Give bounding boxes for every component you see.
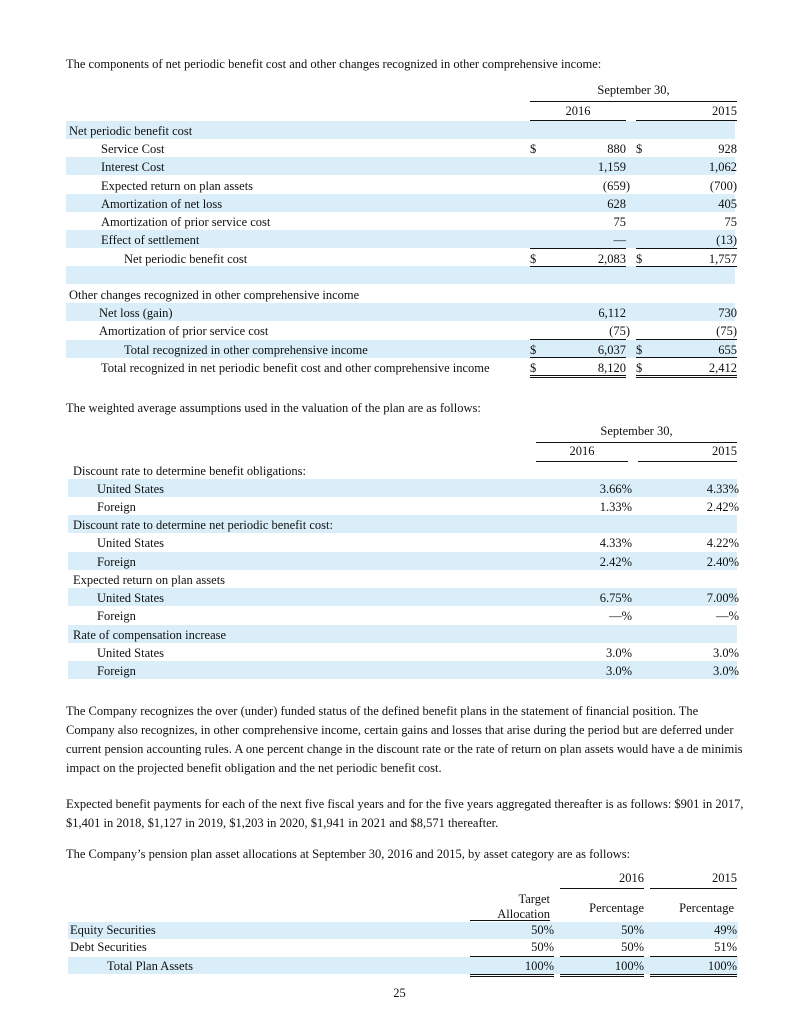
target-header-line2: Allocation (497, 907, 550, 921)
value-2016: (75) (609, 324, 630, 338)
value-2015: —% (716, 609, 739, 623)
group-title: Expected return on plan assets (73, 573, 226, 587)
value-2015: 405 (718, 197, 737, 211)
total-2015: 1,757 (708, 252, 737, 266)
row-label: Interest Cost (101, 160, 165, 174)
row-label: Foreign (97, 609, 136, 623)
funded-status-paragraph: The Company recognizes the over (under) funded status of the defined benefit plans in the statement of financial position. The Company also recognizes, in other comprehensive income, certain gains and losses that arise during the period but are deferred under current pension accounting rules. A one percent change in the discount rate or the rate of return on plan assets would have a de minimis impact on the projected benefit obligation and the net periodic benefit cost. (66, 704, 743, 775)
table1-col-2016: 2016 (565, 104, 591, 118)
value-2015: 1,062 (708, 160, 737, 174)
double-rule (560, 974, 644, 977)
table2-col-2015: 2015 (712, 444, 737, 458)
value-2015: 3.0% (712, 646, 739, 660)
value-2015: (13) (716, 233, 737, 247)
total-2016: 2,083 (597, 252, 626, 266)
subtotal-rule (530, 248, 626, 249)
value-2016: (659) (602, 179, 630, 193)
value-2016: 3.66% (599, 482, 632, 496)
value-2016: 75 (613, 215, 626, 229)
total-2016: 6,037 (597, 343, 626, 357)
section-title: Other changes recognized in other comprehensive income (69, 288, 360, 302)
header-rule (638, 461, 737, 462)
value-2015: 2.40% (706, 555, 739, 569)
row-band (68, 552, 737, 570)
row-band (68, 479, 737, 497)
total-rule (530, 357, 626, 358)
value-2015: 3.0% (712, 664, 739, 678)
dollar-sign: $ (636, 252, 643, 266)
dollar-sign: $ (636, 142, 643, 156)
row-label: United States (97, 536, 165, 550)
value-2015: 51% (714, 940, 737, 954)
total-label: Total Plan Assets (107, 959, 193, 973)
row-label: Foreign (97, 664, 136, 678)
row-band (66, 157, 735, 175)
header-rule (530, 101, 737, 102)
total-2015: 100% (707, 959, 737, 973)
value-2015: 49% (714, 923, 737, 937)
table1-col-2015: 2015 (712, 104, 737, 118)
row-band (68, 588, 737, 606)
intro-text-1: The components of net periodic benefit cost and other changes recognized in other comprehensive income: (66, 57, 602, 71)
table2-period-header: September 30, (600, 424, 673, 438)
double-rule (636, 375, 737, 378)
value-2015: 730 (718, 306, 737, 320)
table3-col-2016: 2016 (619, 871, 644, 885)
grand-total-2016: 8,120 (597, 361, 626, 375)
group-title: Rate of compensation increase (73, 628, 227, 642)
target-value: 50% (531, 923, 554, 937)
subtotal-rule (636, 339, 737, 340)
value-2015: (700) (709, 179, 737, 193)
table1-period-header: September 30, (597, 83, 670, 97)
value-2016: —% (609, 609, 632, 623)
row-label: Expected return on plan assets (101, 179, 254, 193)
benefit-payments-paragraph: Expected benefit payments for each of the next five fiscal years and for the five years aggregated thereafter is as follows: $901 in 2017, $1,401 in 2018, $1,127 in 2019, $1,203 in 2020, $1,941 in 2021 and $8,571 thereafter. (66, 797, 744, 830)
total-label: Total recognized in other comprehensive income (124, 343, 368, 357)
header-rule (560, 888, 644, 889)
value-2016: 50% (621, 940, 644, 954)
total-2015: 655 (718, 343, 737, 357)
value-2016: 3.0% (605, 646, 632, 660)
subtotal-rule (636, 248, 737, 249)
pct-header-2015: Percentage (679, 901, 734, 915)
row-label: Foreign (97, 555, 136, 569)
grand-total-label: Total recognized in net periodic benefit cost and other comprehensive income (101, 361, 490, 375)
row-label: Amortization of prior service cost (101, 215, 271, 229)
value-2015: 4.33% (706, 482, 739, 496)
dollar-sign: $ (530, 142, 537, 156)
row-label: United States (97, 591, 165, 605)
dollar-sign: $ (530, 361, 537, 375)
total-label: Net periodic benefit cost (124, 252, 248, 266)
value-2016: 4.33% (599, 536, 632, 550)
row-label: Service Cost (101, 142, 165, 156)
dollar-sign: $ (636, 343, 643, 357)
page-number: 25 (393, 986, 406, 1000)
row-label: Foreign (97, 500, 136, 514)
row-label: Net loss (gain) (99, 306, 173, 320)
row-band (68, 661, 737, 679)
total-2016: 100% (614, 959, 644, 973)
value-2016: 628 (607, 197, 626, 211)
table3-col-2015: 2015 (712, 871, 737, 885)
value-2016: 3.0% (605, 664, 632, 678)
row-label: Debt Securities (70, 940, 147, 954)
total-rule (636, 357, 737, 358)
header-rule (536, 461, 628, 462)
double-rule (650, 974, 737, 977)
value-2016: 6.75% (599, 591, 632, 605)
dollar-sign: $ (636, 361, 643, 375)
grand-total-2015: 2,412 (708, 361, 737, 375)
header-rule (536, 442, 737, 443)
double-rule (470, 974, 554, 977)
value-2015: 928 (718, 142, 737, 156)
value-2015: 4.22% (706, 536, 739, 550)
dollar-sign: $ (530, 252, 537, 266)
row-band (66, 266, 735, 284)
value-2016: 1.33% (599, 500, 632, 514)
total-rule (636, 266, 737, 267)
row-label: Amortization of net loss (101, 197, 223, 211)
pct-header-2016: Percentage (589, 901, 644, 915)
value-2016: 6,112 (598, 306, 626, 320)
double-rule (530, 375, 626, 378)
value-2015: (75) (716, 324, 737, 338)
value-2016: 2.42% (599, 555, 632, 569)
header-rule (650, 888, 737, 889)
row-label: Amortization of prior service cost (99, 324, 269, 338)
intro-text-2: The weighted average assumptions used in the valuation of the plan are as follows: (66, 401, 481, 415)
value-2015: 75 (724, 215, 737, 229)
row-label: United States (97, 646, 165, 660)
value-2015: 2.42% (706, 500, 739, 514)
value-2016: 880 (607, 142, 626, 156)
value-2016: 50% (621, 923, 644, 937)
group-title: Discount rate to determine benefit obligations: (73, 464, 306, 478)
row-label: United States (97, 482, 165, 496)
target-header-line1: Target (518, 892, 550, 906)
dollar-sign: $ (530, 343, 537, 357)
value-2015: 7.00% (706, 591, 739, 605)
total-rule (530, 266, 626, 267)
group-title: Discount rate to determine net periodic benefit cost: (73, 518, 333, 532)
table2-col-2016: 2016 (569, 444, 595, 458)
intro-text-3: The Company’s pension plan asset allocations at September 30, 2016 and 2015, by asset category are as follows: (66, 847, 631, 861)
subtotal-rule (530, 339, 626, 340)
value-2016: 1,159 (597, 160, 626, 174)
target-value: 50% (531, 940, 554, 954)
row-label: Equity Securities (70, 923, 156, 937)
total-target: 100% (524, 959, 554, 973)
value-2016: — (613, 233, 626, 247)
row-label: Effect of settlement (101, 233, 200, 247)
section-title: Net periodic benefit cost (69, 124, 193, 138)
